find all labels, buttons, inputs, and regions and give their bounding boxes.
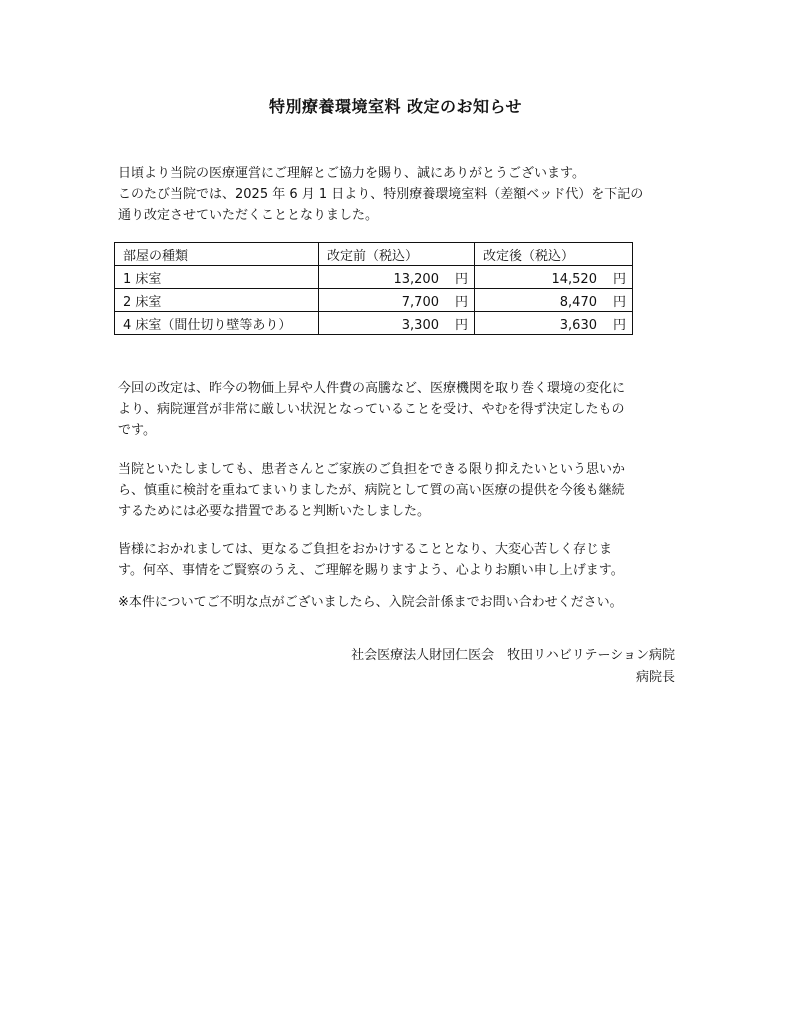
price-after-cell	[475, 289, 633, 312]
price-before-value: 7,700	[401, 294, 439, 310]
currency-unit: 円	[454, 271, 468, 287]
room-type-cell: 1 床室	[115, 266, 319, 289]
table-row	[115, 266, 633, 289]
price-after-cell	[475, 266, 633, 289]
currency-unit: 円	[612, 317, 626, 333]
price-after-value: 3,630	[559, 317, 597, 333]
table-row	[115, 312, 633, 335]
price-before-cell	[319, 289, 475, 312]
price-before-cell	[319, 266, 475, 289]
organization-name: 社会医療法人財団仁医会 牧田リハビリテーション病院	[351, 648, 675, 663]
column-header-room-type: 部屋の種類	[115, 243, 319, 266]
paragraph-text: ※本件についてご不明な点がございましたら、入院会計係までお問い合わせください。	[118, 595, 623, 610]
currency-unit: 円	[454, 294, 468, 310]
price-after-value: 14,520	[551, 271, 597, 287]
page-title: 特別療養環境室料 改定のお知らせ	[268, 97, 523, 116]
table-row	[115, 289, 633, 312]
paragraph-text: 今回の改定は、昨今の物価上昇や人件費の高騰など、医療機関を取り巻く環境の変化に より、病院運営が非常に厳しい状況となっていることを受け、やむを得ず決定したもの です。	[118, 381, 626, 438]
body-paragraph	[118, 459, 678, 522]
price-before-cell	[319, 312, 475, 335]
body-paragraph	[118, 539, 678, 581]
column-header-after: 改定後（税込）	[475, 243, 633, 266]
room-type-cell: 4 床室（間仕切り壁等あり）	[115, 312, 319, 335]
contact-note	[118, 592, 678, 613]
intro-line: 日頃より当院の医療運営にご理解とご協力を賜り、誠にありがとうございます。	[118, 166, 585, 181]
price-after-cell	[475, 312, 633, 335]
paragraph-text: 当院といたしましても、患者さんとご家族のご負担をできる限り抑えたいという思いか ら、慎重に検討を重ねてまいりましたが、病院として質の高い医療の提供を今後も継続 するためには必要な措置であると判断いたしました。	[118, 462, 626, 519]
currency-unit: 円	[612, 294, 626, 310]
price-before-value: 13,200	[393, 271, 439, 287]
signature-block	[351, 645, 675, 689]
paragraph-text: 皆様におかれましては、更なるご負担をおかけすることとなり、大変心苦しく存じま す。何卒、事情をご賢察のうえ、ご理解を賜りますよう、心よりお願い申し上げます。	[118, 542, 624, 578]
rate-table	[114, 242, 633, 335]
signatory-role: 病院長	[635, 670, 675, 685]
price-after-value: 8,470	[559, 294, 597, 310]
room-type-cell: 2 床室	[115, 289, 319, 312]
currency-unit: 円	[612, 271, 626, 287]
column-header-before: 改定前（税込）	[319, 243, 475, 266]
table-header-row	[115, 243, 633, 266]
price-before-value: 3,300	[401, 317, 439, 333]
currency-unit: 円	[454, 317, 468, 333]
intro-text	[118, 163, 678, 226]
intro-line: このたび当院では、2025 年 6 月 1 日より、特別療養環境室料（差額ベッド代）を下記の 通り改定させていただくこととなりました。	[118, 187, 644, 223]
body-paragraph	[118, 378, 678, 441]
